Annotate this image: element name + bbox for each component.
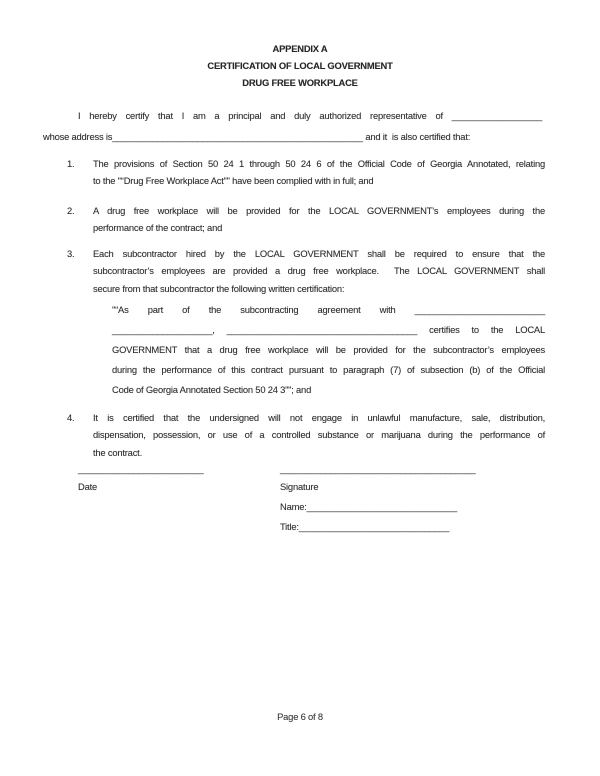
date-label: Date [78,480,98,492]
quote-line-4: during the performance of this contract pursuant to paragraph (7) of subsection (b) of the Official [112,364,545,376]
quote-line-5: Code of Georgia Annotated Section 50 24 3”"; and [112,384,312,396]
document-header [0,0,600,91]
item-1-line-1: The provisions of Section 50 24 1 through 50 24 6 of the Official Code of Georgia Annotated, relating [93,158,545,169]
opening-line-2: whose address is__________________________________________________ and it is also certified that: [43,131,471,142]
item-4-line-3: the contract. [93,446,142,458]
item-1-line-2: to the "“Drug Free Workplace Act”" have been complied with in full; and [93,175,374,187]
item-4-text [93,409,545,461]
title-underline: ______________________________ [298,520,450,532]
item-4-line-1: It is certified that the undersigned will not engage in unlawful manufacture, sale, distribution, [93,412,545,424]
date-signature-line: _________________________ [78,462,204,474]
appendix-title: APPENDIX A [272,43,328,54]
item-3-line-3: secure from that subcontractor the following written certification: [93,282,345,294]
quote-line-1: "“As part of the subcontracting agreement with __________________________ [112,304,545,316]
name-underline: ______________________________ [306,500,458,512]
name-field-line [280,497,500,517]
item-3-text [93,245,545,297]
item-2-line-1: A drug free workplace will be provided for the LOCAL GOVERNMENT’s employees during the [93,205,545,217]
certification-title: CERTIFICATION OF LOCAL GOVERNMENT [207,60,393,71]
item-1-number: 1. [67,158,75,169]
item-2-text [93,202,545,237]
item-2-line-2: performance of the contract; and [93,222,223,234]
quote-line-2: ____________________, ______________________________________ certifies to the LOCAL [112,324,545,336]
signature-block [280,462,500,537]
item-3-line-2: subcontractor’s employees are provided a drug free workplace. The LOCAL GOVERNMENT shall [93,265,545,277]
item-3-number: 3. [67,248,75,260]
list-item-1 [67,155,545,190]
quote-line-3: GOVERNMENT that a drug free workplace will be provided for the subcontractor’s employees [112,344,545,356]
list-item-2 [67,202,545,237]
opening-paragraph [43,105,542,147]
list-item-4 [67,409,545,461]
title-label: Title: [280,520,299,532]
item-3-line-1: Each subcontractor hired by the LOCAL GOVERNMENT shall be required to ensure that the [93,248,545,260]
page-number: Page 6 of 8 [277,711,323,722]
item-4-number: 4. [67,412,75,424]
item-1-text [93,155,545,190]
certification-list [0,155,600,461]
name-label: Name: [280,500,307,512]
date-block [78,462,280,537]
signature-label: Signature [280,480,319,492]
list-item-3 [67,245,545,297]
subcontractor-certification-quote [112,300,545,400]
item-4-line-2: dispensation, possession, or use of a controlled substance or marijuana during the performance of [93,429,545,441]
signature-line: _______________________________________ [280,462,476,474]
signature-section [78,462,600,537]
item-2-number: 2. [67,205,75,217]
opening-line-1: I hereby certify that I am a principal and duly authorized representative of __________________ [78,110,542,121]
title-field-line [280,517,500,537]
document-title: DRUG FREE WORKPLACE [242,77,358,88]
